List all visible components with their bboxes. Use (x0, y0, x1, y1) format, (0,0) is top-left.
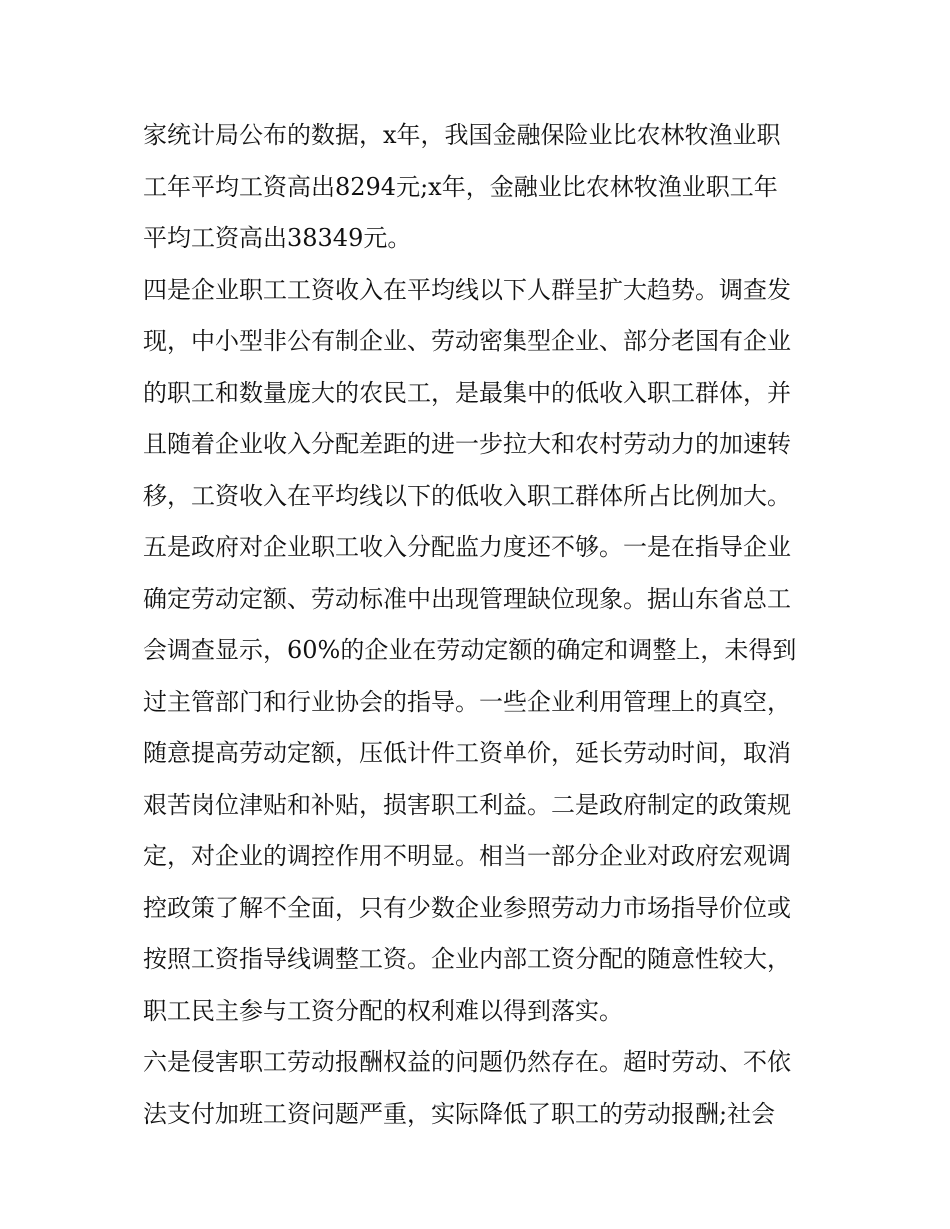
text-line: 职工民主参与工资分配的权利难以得到落实。 (143, 996, 623, 1025)
text-line: 平均工资高出38349元。 (143, 224, 412, 252)
text-line: 工年平均工资高出8294元;x年，金融业比农林牧渔业职工年 (143, 172, 778, 201)
document-body (143, 110, 823, 1140)
text-line: 六是侵害职工劳动报酬权益的问题仍然存在。超时劳动、不依 (143, 1048, 791, 1076)
text-line: 艰苦岗位津贴和补贴，损害职工利益。二是政府制定的政策规 (143, 790, 791, 819)
text-line: 会调查显示，60%的企业在劳动定额的确定和调整上，未得到 (143, 636, 797, 664)
text-line: 随意提高劳动定额，压低计件工资单价，延长劳动时间，取消 (143, 739, 791, 767)
text-line: 过主管部门和行业协会的指导。一些企业利用管理上的真空， (143, 687, 791, 716)
text-line: 按照工资指导线调整工资。企业内部工资分配的随意性较大， (143, 945, 791, 973)
text-line: 家统计局公布的数据，x年，我国金融保险业比农林牧渔业职 (143, 121, 781, 149)
text-line: 五是政府对企业职工收入分配监力度还不够。一是在指导企业 (143, 533, 791, 561)
text-line: 移，工资收入在平均线以下的低收入职工群体所占比例加大。 (143, 481, 791, 510)
text-line: 四是企业职工工资收入在平均线以下人群呈扩大趋势。调查发 (143, 275, 791, 304)
text-line: 确定劳动定额、劳动标准中出现管理缺位现象。据山东省总工 (143, 584, 791, 613)
text-line: 定，对企业的调控作用不明显。相当一部分企业对政府宏观调 (143, 842, 791, 870)
text-line: 控政策了解不全面，只有少数企业参照劳动力市场指导价位或 (143, 893, 791, 922)
text-line: 的职工和数量庞大的农民工，是最集中的低收入职工群体，并 (143, 378, 791, 407)
text-line: 且随着企业收入分配差距的进一步拉大和农村劳动力的加速转 (143, 430, 791, 458)
text-line: 法支付加班工资问题严重，实际降低了职工的劳动报酬;社会 (143, 1099, 776, 1128)
text-line: 现，中小型非公有制企业、劳动密集型企业、部分老国有企业 (143, 327, 791, 355)
